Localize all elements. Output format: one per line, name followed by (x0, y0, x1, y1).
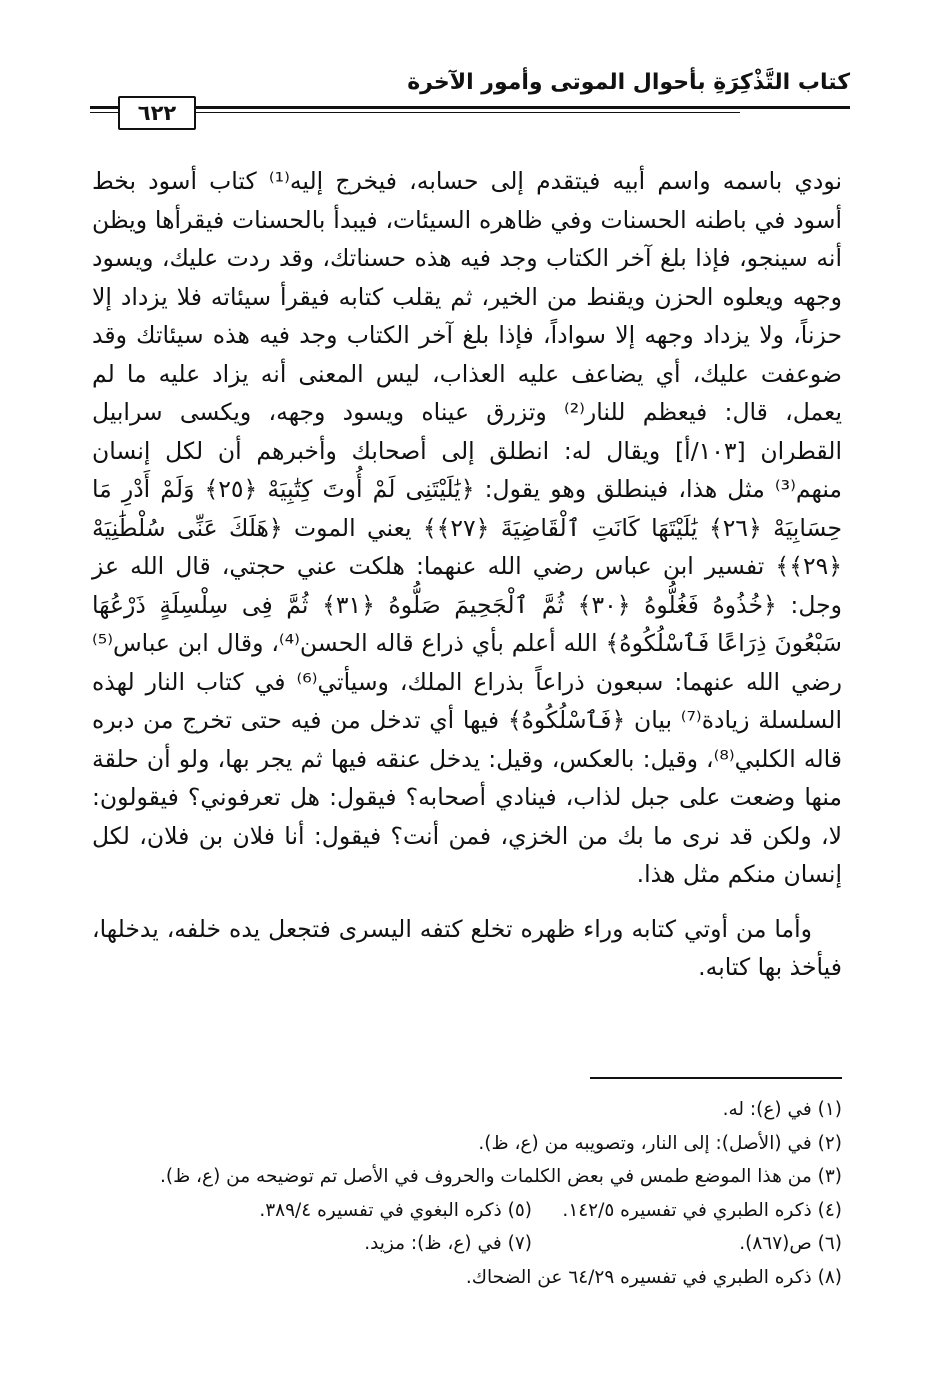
page-number: ٦٢٢ (118, 96, 196, 130)
footnote-row (92, 1227, 842, 1261)
book-title: كتاب التَّذْكِرَةِ بأحوال الموتى وأمور الآخرة (407, 70, 850, 95)
footnote-8: (٨) ذكره الطبري في تفسيره ٦٤/٢٩ عن الضحاك. (465, 1266, 842, 1288)
footnote-row (92, 1127, 842, 1161)
footnote-row (92, 1160, 842, 1194)
footnote-6: (٦) ص(٨٦٧). (739, 1233, 842, 1254)
footnote-2: (٢) في (الأصل): إلى النار، وتصويبه من (ع، ظ). (478, 1132, 842, 1154)
page-header (90, 70, 850, 130)
main-text (92, 162, 842, 987)
footnote-4: (٤) ذكره الطبري في تفسيره ١٤٢/٥. (562, 1199, 842, 1221)
header-rule-thick (90, 106, 850, 109)
footnotes (92, 1093, 842, 1294)
paragraph-1: نودي باسمه واسم أبيه فيتقدم إلى حسابه، فيخرج إليه⁽¹⁾ كتاب أسود بخط أسود في باطنه الحسنات وفي ظاهره السيئات، فيبدأ بالحسنات فيقرأها ويظن أنه سينجو، فإذا بلغ آخر الكتاب وجد فيه هذه حسناتك، وقد ردت عليك، ويسود وجهه ويعلوه الحزن ويقنط من الخير، ثم يقلب كتابه فيقرأ سيئاته فلا يزداد إلا حزناً، ولا يزداد وجهه إلا سواداً، فإذا بلغ آخر الكتاب وجد فيه هذه سيئاتك وقد ضوعفت عليك، أي يضاعف عليه العذاب، ليس المعنى أنه يزاد عليه ما لم يعمل، قال: فيعظم للنار⁽²⁾ وتزرق عيناه ويسود وجهه، ويكسى سرابيل القطران [١٠٣/أ] ويقال له: انطلق إلى أصحابك وأخبرهم أن لكل إنسان منهم⁽³⁾ مثل هذا، فينطلق وهو يقول: ﴿يَٰلَيْتَنِى لَمْ أُوتَ كِتَٰبِيَهْ ﴿٢٥﴾ وَلَمْ أَدْرِ مَا حِسَابِيَهْ ﴿٢٦﴾ يَٰلَيْتَهَا كَانَتِ ٱلْقَاضِيَةَ ﴿٢٧﴾﴾ يعني الموت ﴿هَلَكَ عَنِّى سُلْطَٰنِيَهْ ﴿٢٩﴾﴾ تفسير ابن عباس رضي الله عنهما: هلكت عني حجتي، قال الله عز وجل: ﴿خُذُوهُ فَغُلُّوهُ ﴿٣٠﴾ ثُمَّ ٱلْجَحِيمَ صَلُّوهُ ﴿٣١﴾ ثُمَّ فِى سِلْسِلَةٍ ذَرْعُهَا سَبْعُونَ ذِرَاعًا فَٱسْلُكُوهُ﴾ الله أعلم بأي ذراع قاله الحسن⁽⁴⁾، وقال ابن عباس⁽⁵⁾ رضي الله عنهما: سبعون ذراعاً بذراع الملك، وسيأتي⁽⁶⁾ في كتاب النار لهذه السلسلة زيادة⁽⁷⁾ بيان ﴿فَٱسْلُكُوهُ﴾ فيها أي تدخل من فيه حتى تخرج من دبره قاله الكلبي⁽⁸⁾، وقيل: بالعكس، وقيل: يدخل عنقه فيها ثم يجر بها، ولو أن حلقة منها وضعت على جبل لذاب، فينادي أصحابه؟ فيقول: هل تعرفوني؟ فيقولون: لا، ولكن قد نرى ما بك من الخزي، فمن أنت؟ فيقول: أنا فلان بن فلان، لكل إنسان منكم مثل هذا. (92, 167, 843, 888)
paragraph-2: وأما من أوتي كتابه وراء ظهره تخلع كتفه اليسرى فتجعل يده خلفه، يدخلها، فيأخذ بها كتابه. (92, 914, 842, 981)
footnote-row (92, 1194, 842, 1228)
footnote-7: (٧) في (ع، ظ): مزيد. (364, 1233, 532, 1254)
footnote-separator (590, 1077, 842, 1079)
footnote-row (92, 1093, 842, 1127)
footnote-row (92, 1261, 842, 1295)
footnote-5: (٥) ذكره البغوي في تفسيره ٣٨٩/٤. (259, 1199, 532, 1221)
footnote-1: (١) في (ع): له. (722, 1099, 842, 1120)
footnote-3: (٣) من هذا الموضع طمس في بعض الكلمات والحروف في الأصل تم توضيحه من (ع، ظ). (159, 1166, 842, 1187)
